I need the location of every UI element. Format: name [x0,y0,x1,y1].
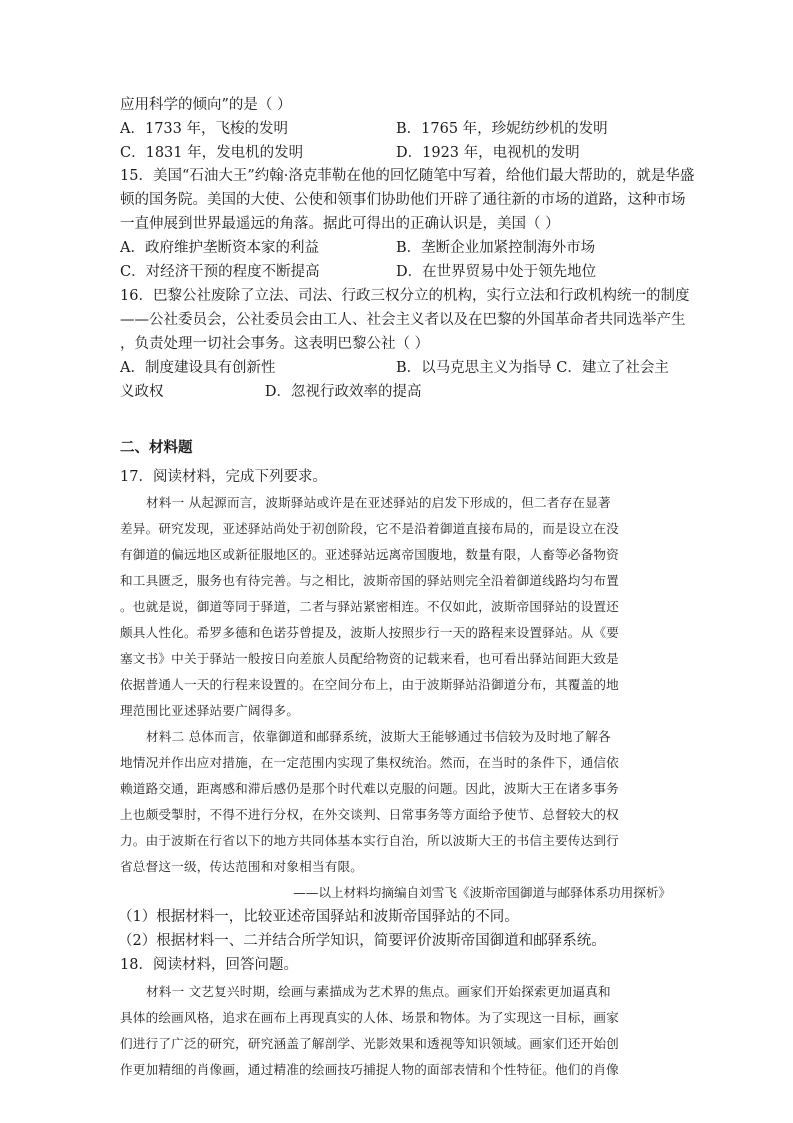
q18-material1-line: 作更加精细的肖像画，通过精准的绘画技巧捕捉人物的面部表情和个性特征。他们的肖像 [120,1062,619,1077]
q17-material2-line: 材料二 总体而言，依靠御道和邮驿系统，波斯大王能够通过书信较为及时地了解各 [146,729,611,744]
q17-material1-line: 有御道的偏远地区或新征服地区的。亚述驿站远离帝国腹地，数量有限，人畜等必备物资 [120,547,619,562]
q15-option-d: D．在世界贸易中处于领先地位 [396,264,597,280]
q16-stem-line: 16．巴黎公社废除了立法、司法、行政三权分立的机构，实行立法和行政机构统一的制度 [120,288,690,304]
q14-option-b: B．1765 年，珍妮纺纱机的发明 [396,121,608,137]
q17-material1-line: 理范围比亚述驿站要广阔得多。 [120,703,300,718]
q18-material1-line: 材料一 文艺复兴时期，绘画与素描成为艺术界的焦点。画家们开始探索更加逼真和 [146,984,611,999]
q15-option-c: C．对经济干预的程度不断提高 [120,264,320,280]
q17-material1-line: 颇具人性化。希罗多德和色诺芬曾提及，波斯人按照步行一天的路程来设置驿站。从《要 [120,625,619,640]
q17-material2-line: 力。由于波斯在行省以下的地方共同体基本实行自治，所以波斯大王的书信主要传达到行 [120,833,619,848]
q15-stem-line: 顿的国务院。美国的大使、公使和领事们协助他们开辟了通往新的市场的道路，这种市场 [120,192,686,208]
q14-option-c: C．1831 年，发电机的发明 [120,145,304,161]
q14-option-a: A．1733 年，飞梭的发明 [120,121,288,137]
material-source: ——以上材料均摘编自刘雪飞《波斯帝国御道与邮驿体系功用探析》 [293,885,671,900]
section-title: 二、材料题 [120,439,193,456]
q16-stem-line: ——公社委员会，公社委员会由工人、社会主义者以及在巴黎的外国革命者共同选举产生 [120,312,686,328]
q15-option-a: A．政府维护垄断资本家的利益 [120,240,319,256]
q17-material1-line: 塞文书》中关于驿站一般按日向差旅人员配给物资的记载来看，也可看出驿站间距大致是 [120,651,619,666]
q17-material2-line: 上也颇受掣肘，不得不进行分权，在外交谈判、日常事务等方面给予使节、总督较大的权 [120,807,619,822]
q17-material1-line: 差异。研究发现，亚述驿站尚处于初创阶段，它不是沿着御道直接布局的，而是设立在没 [120,521,619,536]
q17-material1-line: 和工具匮乏，服务也有待完善。与之相比，波斯帝国的驿站则完全沿着御道线路均匀布置 [120,573,619,588]
q18-stem: 18．阅读材料，回答问题。 [120,957,298,973]
q15-stem-line: 15．美国“石油大王”约翰·洛克菲勒在他的回忆随笔中写着，给他们最大帮助的，就是华盛 [120,168,695,184]
q17-material2-line: 地情况并作出应对措施，在一定范围内实现了集权统治。然而，在当时的条件下，通信依 [120,755,619,770]
q17-ask-2: （2）根据材料一、二并结合所学知识，简要评价波斯帝国御道和邮驿系统。 [118,933,606,949]
q17-material1-line: 。也就是说，御道等同于驿道，二者与驿站紧密相连。不仅如此，波斯帝国驿站的设置还 [120,599,619,614]
q17-ask-1: （1）根据材料一，比较亚述帝国驿站和波斯帝国驿站的不同。 [118,909,519,925]
q14-option-d: D．1923 年，电视机的发明 [396,145,580,161]
q18-material1-line: 具体的绘画风格，追求在画布上再现真实的人体、场景和物体。为了实现这一目标，画家 [120,1010,619,1025]
q17-material2-line: 省总督这一级，传达范围和对象相当有限。 [120,859,364,874]
q16-option-b-c: B．以马克思主义为指导 C．建立了社会主 [396,360,669,376]
q16-option-a: A．制度建设具有创新性 [120,360,276,376]
q16-stem-line: ，负责处理一切社会事务。这表明巴黎公社（ ） [120,336,430,352]
q15-option-b: B．垄断企业加紧控制海外市场 [396,240,596,256]
q17-material2-line: 赖道路交通，距离感和滞后感仍是那个时代难以克服的问题。因此，波斯大王在诸多事务 [120,781,619,796]
q14-stem-tail: 应用科学的倾向”的是（ ） [120,97,292,113]
q16-option-c-d: 义政权 D．忽视行政效率的提高 [120,384,422,400]
q15-stem-line: 一直伸展到世界最遥远的角落。据此可得出的正确认识是，美国（ ） [120,216,560,232]
q17-stem: 17．阅读材料，完成下列要求。 [120,469,327,485]
q17-material1-line: 材料一 从起源而言，波斯驿站或许是在亚述驿站的启发下形成的，但二者存在显著 [146,495,611,510]
q18-material1-line: 们进行了广泛的研究，研究涵盖了解剖学、光影效果和透视等知识领域。画家们还开始创 [120,1036,619,1051]
q17-material1-line: 依据普通人一天的行程来设置的。在空间分布上，由于波斯驿站沿御道分布，其覆盖的地 [120,677,619,692]
